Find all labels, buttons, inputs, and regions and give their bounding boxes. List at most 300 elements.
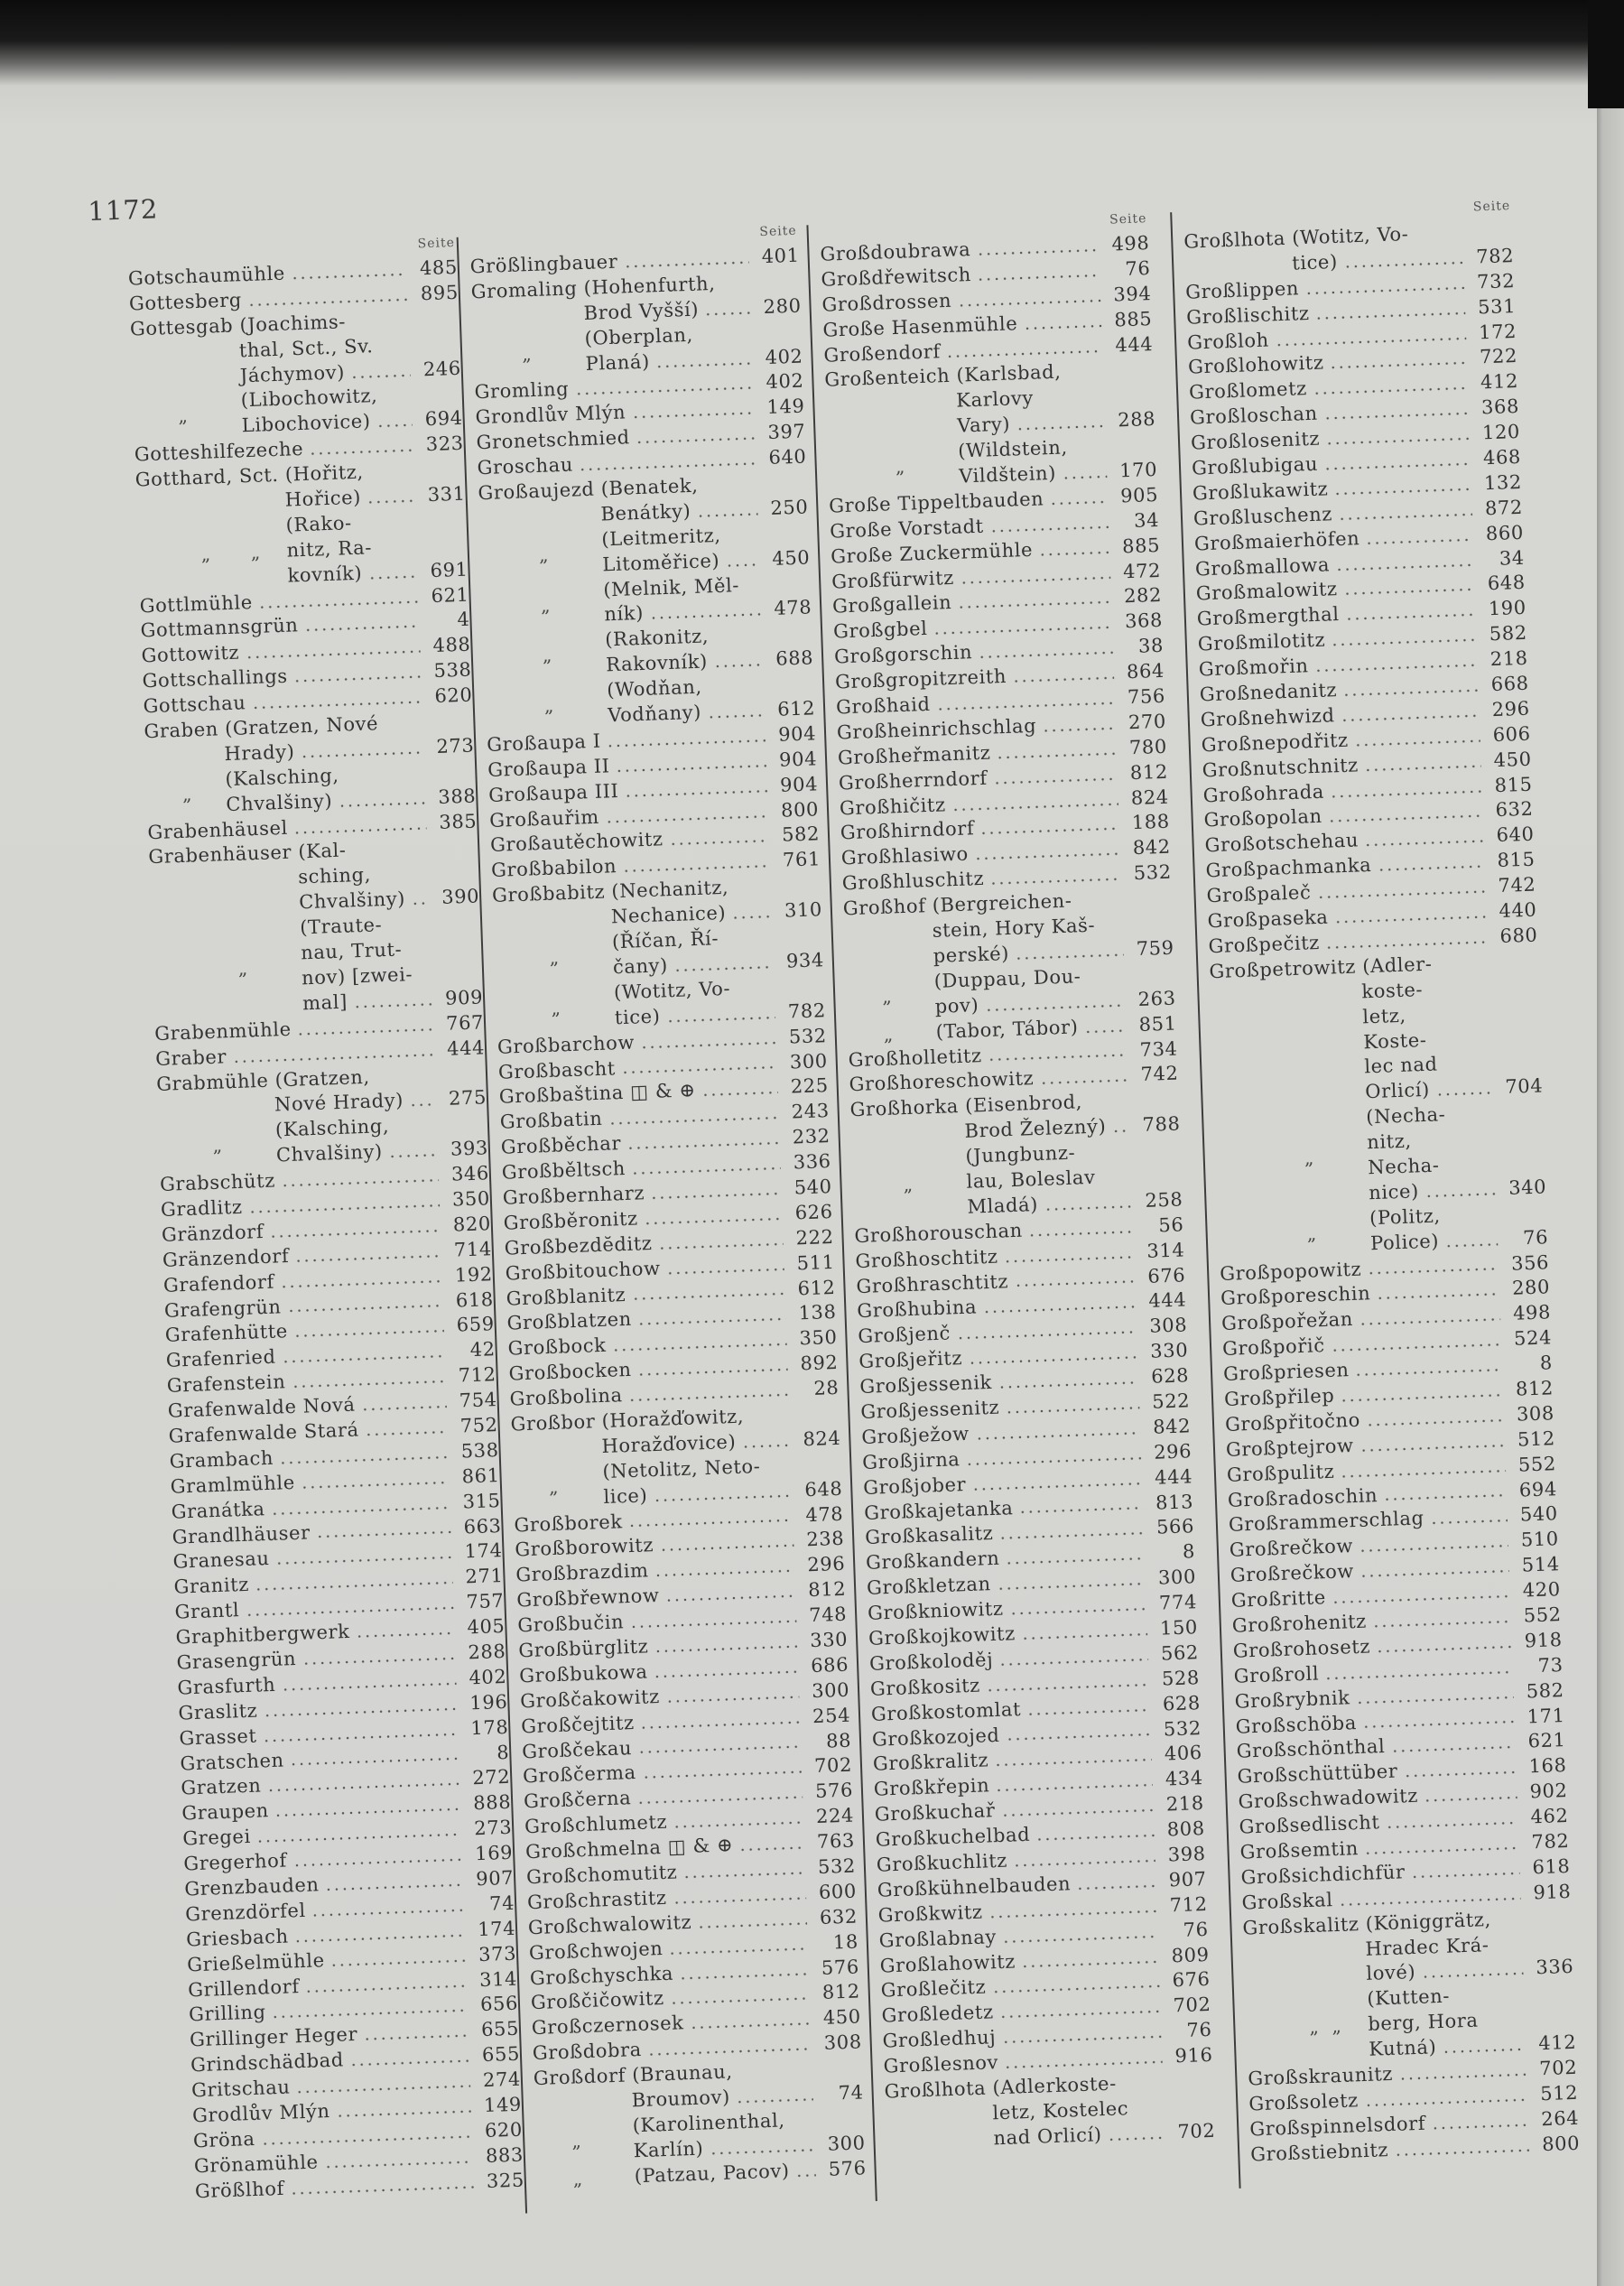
page-reference: 532 <box>1163 1716 1202 1741</box>
entry-text: Großnedanitz <box>1199 679 1338 706</box>
entry-text: (Patzau, Pacov) <box>634 2159 790 2187</box>
ditto-mark: „ <box>543 694 554 717</box>
page-reference: 498 <box>1111 232 1150 256</box>
entry-text: Großrohenitz <box>1231 1610 1368 1637</box>
page-reference: 330 <box>1149 1339 1189 1362</box>
dot-leader <box>704 311 751 316</box>
page-reference: 904 <box>778 748 818 771</box>
dot-leader <box>623 261 748 269</box>
entry-text: Grafenwalde Nová <box>167 1393 356 1422</box>
entry-text: Großbřewnow <box>515 1584 660 1612</box>
dot-leader <box>621 1065 777 1074</box>
entry-text: Großlečitz <box>880 1976 987 2003</box>
entry-text: Großbukowa <box>518 1660 648 1687</box>
entry-text: Großpriesen <box>1222 1359 1350 1386</box>
dot-leader <box>636 1796 803 1805</box>
page-reference: 907 <box>1168 1867 1208 1891</box>
entry-text: Großaupa I <box>486 729 602 756</box>
dot-leader <box>232 1053 434 1064</box>
entry-text: Großhorka (Eisenbrod, <box>849 1091 1083 1121</box>
page-reference: 676 <box>1146 1263 1186 1287</box>
page-reference: 800 <box>1541 2132 1581 2155</box>
entry-text: Gotthard, Sct. (Hořitz, <box>135 460 365 491</box>
dot-leader <box>263 1732 459 1742</box>
entry-text: kovník) <box>287 562 363 587</box>
page-reference: 280 <box>763 294 802 318</box>
entry-text: Großhubina <box>857 1296 978 1323</box>
page-reference: 522 <box>1151 1389 1191 1413</box>
page-reference: 440 <box>1499 898 1537 923</box>
page-reference: 892 <box>800 1352 839 1375</box>
entry-text: Grenzdörfel <box>184 1899 307 1926</box>
entry-text: Broumov) <box>631 2086 731 2112</box>
index-entry <box>1242 1905 1574 1992</box>
page-reference: 472 <box>1122 559 1162 582</box>
index-entry <box>148 834 480 921</box>
dot-leader <box>670 1997 810 2005</box>
entry-text: čany) <box>612 954 669 979</box>
entry-text: Libochovice) <box>241 410 371 437</box>
page-reference: 809 <box>1171 1943 1210 1966</box>
page-reference: 196 <box>469 1690 508 1714</box>
entry-text: nitz, Ra- <box>286 536 373 562</box>
page-reference: 824 <box>803 1426 841 1451</box>
dot-leader <box>248 1203 440 1213</box>
dot-leader <box>936 702 1116 711</box>
entry-text: Großrečkow <box>1229 1535 1354 1562</box>
entry-text: Großautěchowitz <box>489 828 664 857</box>
dot-leader <box>1049 500 1108 506</box>
entry-text: Grenzbauden <box>183 1873 320 1900</box>
entry-text: koste- <box>1361 978 1424 1003</box>
page-reference: 336 <box>793 1150 832 1174</box>
page-reference: 754 <box>459 1389 498 1412</box>
dot-leader <box>636 437 756 445</box>
page-column-header: Seite <box>1472 199 1511 215</box>
entry-text: nau, Trut- <box>300 938 403 964</box>
dot-leader <box>997 751 1118 759</box>
index-subentry <box>136 507 469 594</box>
page-reference: 434 <box>1165 1767 1204 1790</box>
entry-text: Großkasalitz <box>864 1522 994 1549</box>
entry-text: lec nad <box>1363 1053 1438 1078</box>
entry-text: nad Orlicí) <box>993 2123 1102 2150</box>
dot-leader <box>579 461 756 471</box>
dot-leader <box>1341 713 1480 721</box>
page-reference: 820 <box>452 1213 492 1236</box>
page-reference: 576 <box>814 1779 854 1803</box>
entry-text: (Wodňan, <box>606 675 703 702</box>
entry-text: Großběltsch <box>501 1157 626 1184</box>
page-reference: 296 <box>1491 697 1531 721</box>
dot-leader <box>1330 789 1482 798</box>
page-reference: 885 <box>1121 534 1161 558</box>
entry-text: Graphitbergwerk <box>175 1621 350 1649</box>
dot-leader <box>989 878 1121 886</box>
page-reference: 243 <box>791 1100 831 1123</box>
entry-text: (Traute- <box>299 914 383 939</box>
ditto-mark: „ <box>548 1475 559 1498</box>
page-reference: 172 <box>1478 320 1517 343</box>
page-reference: 788 <box>1142 1112 1181 1137</box>
entry-text: Vildštein) <box>958 461 1057 488</box>
page-reference: 916 <box>1174 2043 1213 2068</box>
dot-leader <box>654 1669 799 1678</box>
page-reference: 346 <box>450 1162 490 1185</box>
dot-leader <box>290 2185 474 2195</box>
entry-text: Großkandern <box>865 1547 1000 1575</box>
dot-leader <box>1338 513 1472 521</box>
page-reference: 621 <box>1527 1729 1566 1752</box>
entry-text: Nechanice) <box>610 902 727 928</box>
page-reference: 552 <box>1523 1603 1563 1627</box>
dot-leader <box>269 1229 441 1239</box>
ditto-mark: „ <box>538 544 549 566</box>
page-reference: 76 <box>1124 256 1151 280</box>
page-reference: 540 <box>1519 1502 1559 1527</box>
page-reference: 812 <box>821 1980 861 2004</box>
page-reference: 272 <box>471 1766 511 1789</box>
ditto-mark: „ <box>895 455 905 479</box>
index-entry <box>1209 948 1544 1110</box>
dot-leader <box>309 449 413 456</box>
dot-leader <box>291 273 407 281</box>
entry-text: letz, Kostelec <box>992 2097 1129 2124</box>
entry-text: Benátky) <box>600 499 691 525</box>
page-reference: 315 <box>462 1489 501 1513</box>
entry-text: Großborek <box>514 1510 623 1537</box>
page-reference: 314 <box>478 1967 518 1991</box>
ditto-mark: „ <box>1306 1222 1317 1245</box>
dot-leader <box>998 1380 1138 1389</box>
entry-text: Großgorschin <box>833 641 973 668</box>
page-reference: 648 <box>803 1477 843 1501</box>
dot-leader <box>1424 1192 1496 1198</box>
page-reference: 538 <box>433 658 472 683</box>
entry-text: Hradec Krá- <box>1365 1933 1489 1960</box>
entry-text: Hrady) <box>224 740 295 766</box>
page-reference: 888 <box>472 1791 512 1815</box>
entry-text: Großnepodřitz <box>1201 729 1350 757</box>
page-reference: 742 <box>1498 873 1536 897</box>
entry-text: Großgbel <box>832 618 928 643</box>
dot-leader <box>998 1658 1148 1667</box>
dot-leader <box>1028 1230 1134 1237</box>
page-reference: 618 <box>455 1287 495 1312</box>
dot-leader <box>741 1444 790 1449</box>
dot-leader <box>261 2134 472 2145</box>
dot-leader <box>968 1355 1137 1365</box>
entry-text: Nové Hrady) <box>274 1089 404 1116</box>
ditto-mark: „ <box>549 946 560 969</box>
page-reference: 824 <box>1130 785 1170 809</box>
page-reference: 385 <box>438 810 478 833</box>
page-reference: 76 <box>1186 2019 1212 2042</box>
entry-text: (Rakonitz, <box>604 625 710 651</box>
entry-text: Großmilotitz <box>1197 628 1326 655</box>
dot-leader <box>287 1305 443 1314</box>
dot-leader <box>336 2110 472 2118</box>
entry-text: Karlín) <box>633 2137 704 2162</box>
page-reference: 171 <box>1527 1704 1565 1728</box>
index-page <box>87 156 1615 2236</box>
page-reference: 174 <box>464 1539 503 1563</box>
dot-leader <box>411 902 429 906</box>
dot-leader <box>951 802 1118 811</box>
dot-leader <box>1062 475 1107 480</box>
dot-leader <box>274 1807 461 1817</box>
entry-text: Großbolina <box>509 1384 624 1410</box>
entry-text: Police) <box>1369 1230 1440 1254</box>
dot-leader <box>1316 890 1485 900</box>
entry-text: (Politz, <box>1369 1204 1442 1229</box>
entry-text: nitz, <box>1366 1129 1413 1154</box>
dot-leader <box>738 1846 804 1853</box>
dot-leader <box>625 789 768 798</box>
dot-leader <box>1018 1507 1143 1515</box>
entry-text: sching, <box>297 863 372 888</box>
entry-text: Großlischitz <box>1185 302 1310 329</box>
entry-text: Chvalšiny) <box>298 887 406 914</box>
page-reference: 373 <box>478 1942 517 1965</box>
dot-leader <box>629 1620 796 1629</box>
entry-text: Großrohosetz <box>1232 1635 1371 1662</box>
index-entry <box>884 2068 1216 2155</box>
dot-leader <box>1325 437 1470 446</box>
page-reference: 393 <box>450 1137 489 1160</box>
ditto-mark: „ <box>881 985 893 1008</box>
ditto-mark: „ <box>1309 2015 1320 2039</box>
entry-text: Große Zuckermühle <box>830 538 1034 568</box>
page-reference: 800 <box>780 797 820 822</box>
entry-text: Gotschaumühle <box>127 262 286 290</box>
dot-leader <box>707 713 765 719</box>
entry-text: lice) <box>603 1483 648 1508</box>
entry-text: Großlabnay <box>878 1925 998 1952</box>
page-reference: 612 <box>797 1276 836 1299</box>
entry-text: Großčičowitz <box>530 1987 665 2014</box>
page-reference: 238 <box>805 1528 845 1551</box>
entry-text: Großloschan <box>1189 402 1319 429</box>
entry-text: Großdorf (Braunau, <box>533 2060 733 2090</box>
dot-leader <box>628 1519 793 1528</box>
page-reference: 280 <box>1511 1276 1551 1300</box>
dot-leader <box>1016 424 1105 431</box>
dot-leader <box>1359 1544 1508 1553</box>
dot-leader <box>607 739 766 748</box>
dot-leader <box>294 1933 466 1943</box>
page-reference: 702 <box>1173 1993 1211 2017</box>
dot-leader <box>1324 1670 1513 1680</box>
page-reference: 402 <box>765 345 803 368</box>
page-reference: 190 <box>1488 597 1527 620</box>
page-reference: 88 <box>825 1729 852 1752</box>
page-reference: 918 <box>1533 1880 1572 1904</box>
entry-text: Großloh <box>1186 329 1270 354</box>
dot-leader <box>971 1482 1142 1491</box>
entry-text: tice) <box>614 1005 661 1028</box>
dot-leader <box>1398 2073 1527 2081</box>
dot-leader <box>305 1984 468 1993</box>
entry-text: Großbascht <box>497 1056 617 1083</box>
dot-leader <box>1012 676 1114 683</box>
dot-leader <box>1364 1846 1519 1855</box>
entry-text: Großlosenitz <box>1190 427 1321 454</box>
dot-leader <box>1360 1444 1505 1453</box>
entry-text: Grafenstein <box>166 1371 286 1398</box>
page-reference: 872 <box>1484 496 1524 520</box>
page-reference: 885 <box>1113 307 1153 331</box>
entry-text: (Necha- <box>1365 1103 1446 1129</box>
dot-leader <box>960 575 1110 584</box>
entry-text: Großjessenitz <box>859 1396 1000 1423</box>
dot-leader <box>1442 2048 1526 2054</box>
page-reference: 656 <box>479 1993 519 2016</box>
scan-shadow <box>1588 0 1624 108</box>
index-subentry <box>1214 1100 1547 1212</box>
page-reference: 782 <box>1475 244 1515 268</box>
entry-text: Gottschallings <box>142 664 289 692</box>
entry-text: Großmořin <box>1198 655 1309 681</box>
page-reference: 218 <box>1165 1792 1205 1816</box>
ditto-mark: „ <box>250 541 261 563</box>
page-reference: 934 <box>785 949 825 972</box>
ditto-mark: „ <box>177 404 189 428</box>
entry-text: Großblatzen <box>506 1308 633 1335</box>
dot-leader <box>1035 1834 1155 1842</box>
entry-text: Großpachmanka <box>1205 854 1372 882</box>
entry-text: stein, Hory Kaš- <box>932 914 1096 942</box>
ditto-mark: „ <box>571 2130 582 2152</box>
page-reference: 640 <box>768 445 807 469</box>
dot-leader <box>1275 336 1466 346</box>
dot-leader <box>1366 1418 1504 1426</box>
page-reference: 528 <box>1161 1666 1201 1690</box>
page-reference: 842 <box>1152 1415 1192 1438</box>
dot-leader <box>1314 664 1478 673</box>
page-reference: 310 <box>784 898 823 922</box>
page-reference: 813 <box>1155 1490 1194 1514</box>
entry-text: Großgropitzreith <box>834 665 1007 693</box>
entry-text: Großkositz <box>869 1674 981 1700</box>
page-reference: 531 <box>1477 294 1517 319</box>
index-column-2 <box>469 218 867 2193</box>
entry-text: Großchwalowitz <box>527 1910 692 1939</box>
entry-text: Koste- <box>1362 1028 1427 1053</box>
page-reference: 478 <box>773 596 812 620</box>
dot-leader <box>1042 727 1116 733</box>
page-reference: 640 <box>1496 822 1535 847</box>
entry-text: Litoměřice) <box>601 549 720 576</box>
entry-text: Gradlitz <box>160 1195 243 1221</box>
entry-text: Chvalšiny) <box>275 1140 384 1166</box>
page-reference: 712 <box>1169 1892 1209 1917</box>
page-reference: 222 <box>795 1225 834 1250</box>
dot-leader <box>1005 1406 1139 1414</box>
entry-text: Großskal <box>1241 1888 1333 1914</box>
entry-text: Grindschädbad <box>190 2049 345 2077</box>
page-reference: 273 <box>473 1817 513 1840</box>
dot-leader <box>956 1331 1137 1341</box>
dot-leader <box>1001 2035 1161 2044</box>
dot-leader <box>1376 1645 1512 1653</box>
entry-text: Karlovy <box>955 387 1035 412</box>
page-reference: 752 <box>459 1414 499 1437</box>
page-reference: 8 <box>1182 1540 1196 1563</box>
entry-text: Gottowitz <box>141 641 240 667</box>
entry-text: Großheinrichschlag <box>836 714 1037 744</box>
entry-text: Granesau <box>172 1547 270 1574</box>
dot-leader <box>1014 1280 1135 1288</box>
dot-leader <box>988 1054 1128 1062</box>
entry-text: Hořice) <box>284 486 362 511</box>
dot-leader <box>673 1896 806 1904</box>
entry-text: Grönamühle <box>193 2151 319 2178</box>
dot-leader <box>1430 1519 1508 1525</box>
page-reference: 761 <box>782 848 821 872</box>
entry-text: (Wotitz, Vo- <box>613 977 731 1004</box>
entry-text: Großhoreschowitz <box>849 1067 1035 1096</box>
entry-text: Großendorf <box>823 339 942 367</box>
page-reference: 308 <box>823 2030 863 2055</box>
entry-text: (Duppau, Dou- <box>933 965 1081 992</box>
dot-leader <box>275 1556 452 1566</box>
dot-leader <box>272 2009 469 2020</box>
dot-leader <box>1335 562 1474 571</box>
dot-leader <box>994 1758 1152 1767</box>
entry-text: Grandlhäuser <box>172 1520 311 1548</box>
entry-text: Großlukawitz <box>1192 478 1329 505</box>
dot-leader <box>957 600 1111 609</box>
page-reference: 398 <box>1167 1842 1207 1866</box>
entry-text: Großkajetanka <box>863 1496 1014 1524</box>
page-reference: 691 <box>430 558 469 581</box>
page-reference: 350 <box>451 1187 491 1211</box>
page-reference: 300 <box>827 2132 867 2155</box>
entry-text: Großjirna <box>861 1447 960 1473</box>
page-reference: 702 <box>1177 2119 1216 2143</box>
page-reference: 663 <box>463 1514 502 1538</box>
entry-text: Rakovník) <box>605 650 709 676</box>
page-reference: 468 <box>1482 445 1522 469</box>
dot-leader <box>293 826 427 834</box>
entry-text: Großaupa II <box>487 755 610 781</box>
entry-text: Großledetz <box>881 2001 995 2027</box>
page-reference: 712 <box>458 1363 497 1387</box>
page-reference: 618 <box>1532 1854 1571 1879</box>
dot-leader <box>974 852 1120 861</box>
entry-text: Gotteshilfezeche <box>134 438 304 466</box>
dot-leader <box>1354 739 1480 747</box>
entry-text: Großrybnik <box>1234 1686 1350 1713</box>
entry-text: Großdrossen <box>821 289 952 316</box>
dot-leader <box>361 1405 447 1411</box>
dot-leader <box>713 663 763 668</box>
page-reference: 600 <box>818 1880 858 1903</box>
page-reference: 907 <box>475 1866 515 1891</box>
entry-text: Großmalowitz <box>1195 578 1338 605</box>
entry-text: Gottlmühle <box>139 590 254 617</box>
page-reference: 308 <box>1516 1402 1555 1426</box>
page-reference: 655 <box>481 2042 521 2067</box>
entry-text: Mladá) <box>967 1193 1039 1218</box>
dot-leader <box>1386 1821 1518 1829</box>
page-reference: 74 <box>488 1891 515 1915</box>
page-reference: 485 <box>419 256 459 280</box>
page-reference: 782 <box>1531 1829 1570 1854</box>
page-reference: 225 <box>790 1074 830 1098</box>
dot-leader <box>665 1594 796 1603</box>
